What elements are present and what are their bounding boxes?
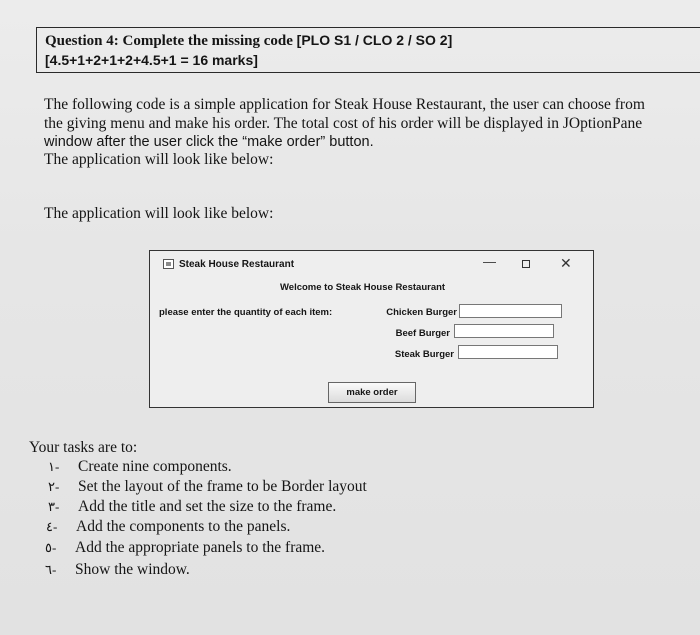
java-app-icon — [163, 259, 174, 269]
task-item: ٣- Add the title and set the size to the frame. — [48, 498, 337, 515]
description-line-5: The application will look like below: — [44, 205, 274, 222]
question-title-text: Question 4: Complete the missing code — [45, 33, 293, 49]
tasks-title: Your tasks are to: — [29, 439, 138, 456]
description-line-3: window after the user click the “make order” button. — [44, 134, 374, 150]
beef-burger-field[interactable] — [454, 324, 554, 338]
steak-burger-label: Steak Burger — [394, 349, 454, 360]
welcome-label: Welcome to Steak House Restaurant — [280, 282, 446, 293]
question-marks: [4.5+1+2+1+2+4.5+1 = 16 marks] — [45, 52, 258, 68]
question-title — [45, 32, 452, 50]
task-item: ٢- Set the layout of the frame to be Border layout — [48, 478, 367, 495]
question-ref: [PLO S1 / CLO 2 / SO 2] — [296, 32, 453, 48]
make-order-button[interactable]: make order — [328, 382, 416, 403]
description-line-4: The application will look like below: — [44, 151, 274, 168]
description-line-1: The following code is a simple application for Steak House Restaurant, the user can choose from — [44, 96, 645, 113]
chicken-burger-label: Chicken Burger — [386, 307, 457, 318]
window-titlebar — [150, 251, 593, 277]
description-line-2: the giving menu and make his order. The total cost of his order will be displayed in JOptionPane — [44, 115, 643, 132]
steak-burger-field[interactable] — [458, 345, 558, 359]
task-item: ٤- Add the components to the panels. — [46, 518, 291, 535]
close-icon[interactable]: ✕ — [560, 255, 572, 271]
task-item: ٦- Show the window. — [45, 561, 190, 578]
quantity-prompt-label: please enter the quantity of each item: — [159, 307, 333, 318]
task-item: ٥- Add the appropriate panels to the frame. — [45, 539, 326, 556]
question-header-box — [36, 27, 700, 73]
chicken-burger-field[interactable] — [459, 304, 562, 318]
beef-burger-label: Beef Burger — [395, 328, 450, 339]
app-window-screenshot — [149, 250, 594, 408]
task-item: ١- Create nine components. — [48, 458, 232, 475]
window-title: Steak House Restaurant — [179, 259, 295, 270]
maximize-icon[interactable] — [522, 260, 530, 268]
minimize-icon[interactable]: — — [483, 254, 496, 269]
